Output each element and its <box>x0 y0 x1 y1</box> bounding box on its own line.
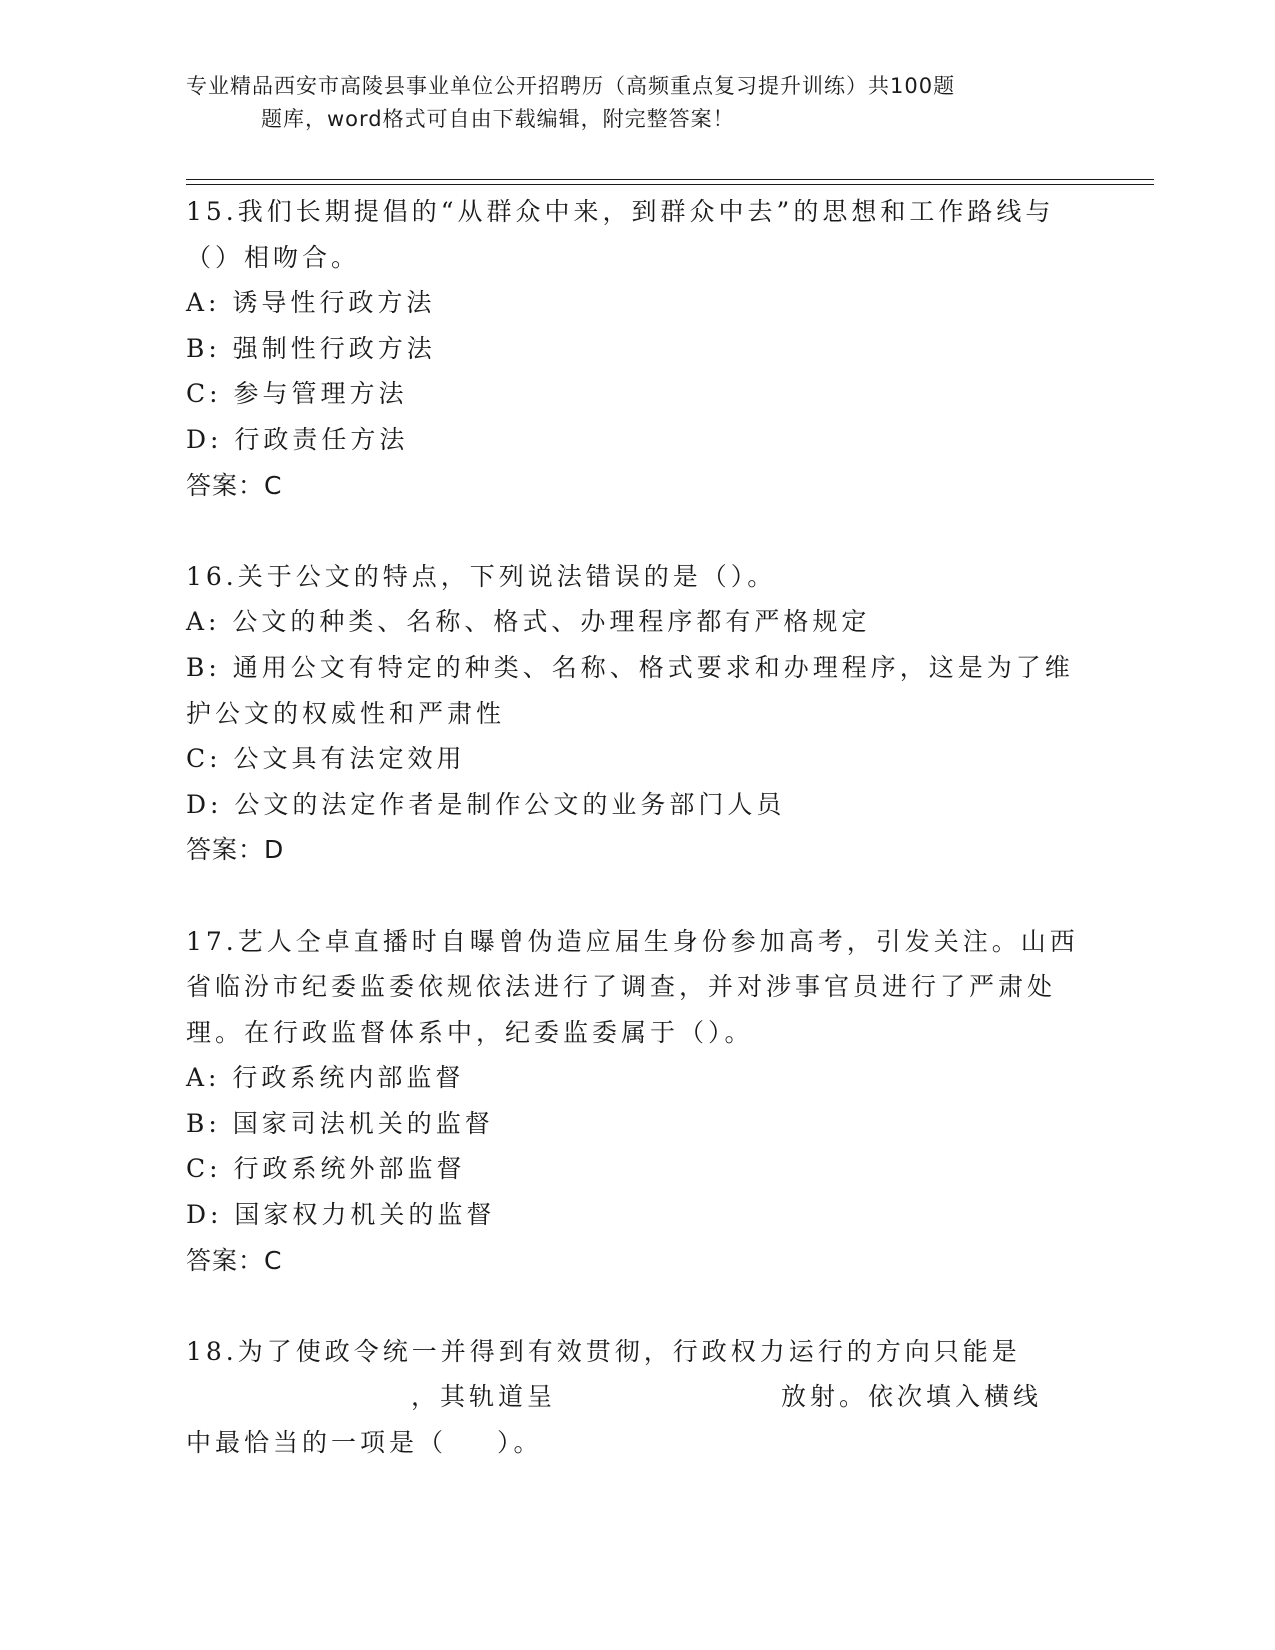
answer-line: 答案：D <box>186 835 285 865</box>
question-15 <box>186 189 1086 508</box>
question-stem: （）相吻合。 <box>186 242 361 272</box>
question-stem: 18.为了使政令统一并得到有效贯彻，行政权力运行的方向只能是 <box>186 1336 1021 1366</box>
option-a: A: 诱导性行政方法 <box>186 288 436 318</box>
question-list <box>186 189 1086 1511</box>
option-b-continued: 护公文的权威性和严肃性 <box>186 698 506 728</box>
question-18 <box>186 1329 1086 1466</box>
option-b: B: 强制性行政方法 <box>186 333 436 363</box>
question-16 <box>186 554 1086 873</box>
question-stem: 理。在行政监督体系中，纪委监委属于（）。 <box>186 1017 754 1047</box>
stem-fragment: 中最恰当的一项是（ <box>186 1428 448 1458</box>
answer-line: 答案：C <box>186 1245 283 1275</box>
question-stem: 省临汾市纪委监委依规依法进行了调查，并对涉事官员进行了严肃处 <box>186 972 1057 1002</box>
stem-fragment: 放射。依次填入横线 <box>781 1382 1043 1412</box>
option-a: A: 公文的种类、名称、格式、办理程序都有严格规定 <box>186 607 871 637</box>
option-b: B: 国家司法机关的监督 <box>186 1108 494 1138</box>
question-stem-line-2 <box>186 1374 1086 1420</box>
question-stem: 16.关于公文的特点，下列说法错误的是（）。 <box>186 561 777 591</box>
stem-fragment: ）。 <box>497 1428 543 1458</box>
option-d: D: 公文的法定作者是制作公文的业务部门人员 <box>186 789 786 819</box>
header-line-1: 专业精品西安市高陵县事业单位公开招聘历（高频重点复习提升训练）共100题 <box>186 74 956 98</box>
stem-fragment: ，其轨道呈 <box>411 1382 557 1412</box>
option-a: A: 行政系统内部监督 <box>186 1063 465 1093</box>
question-stem: 17.艺人仝卓直播时自曝曾伪造应届生身份参加高考，引发关注。山西 <box>186 926 1079 956</box>
header-rule-bottom <box>186 184 1154 185</box>
header-rule-top <box>186 179 1154 180</box>
header-line-2: 题库，word格式可自由下载编辑，附完整答案！ <box>261 107 735 131</box>
option-d: D: 国家权力机关的监督 <box>186 1200 496 1230</box>
answer-line: 答案：C <box>186 470 283 500</box>
document-header <box>186 70 1086 136</box>
option-c: C: 行政系统外部监督 <box>186 1154 466 1184</box>
option-b: B: 通用公文有特定的种类、名称、格式要求和办理程序，这是为了维 <box>186 652 1074 682</box>
option-c: C: 参与管理方法 <box>186 379 408 409</box>
question-17 <box>186 919 1086 1284</box>
option-c: C: 公文具有法定效用 <box>186 744 466 774</box>
question-stem: 15.我们长期提倡的“从群众中来，到群众中去”的思想和工作路线与 <box>186 197 1055 226</box>
option-d: D: 行政责任方法 <box>186 424 409 454</box>
question-stem-line-3 <box>186 1420 1086 1466</box>
